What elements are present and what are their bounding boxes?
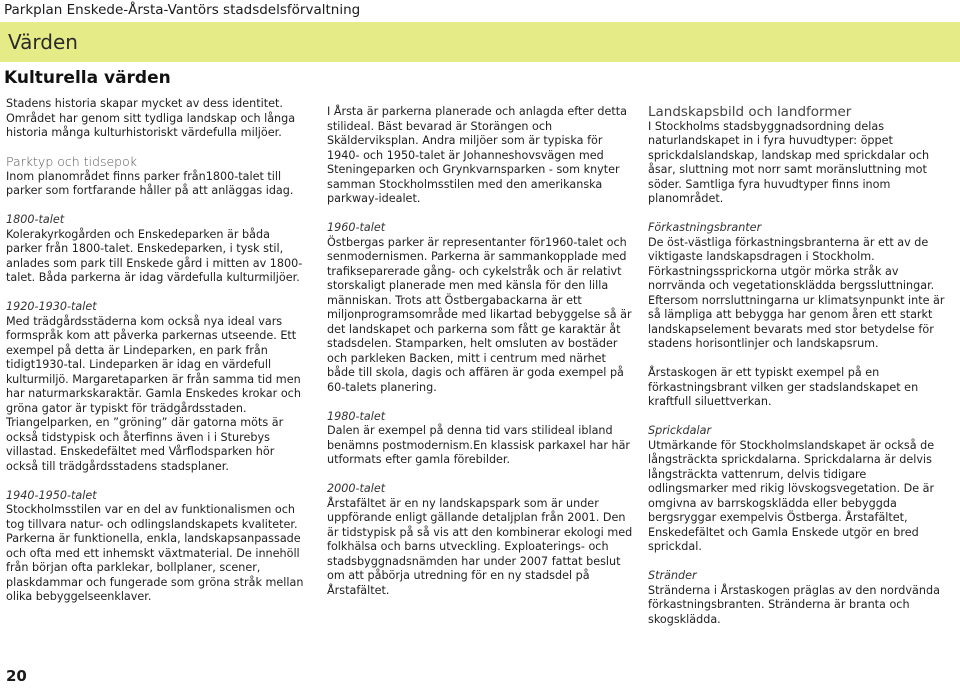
document-header-title: Parkplan Enskede-Årsta-Vantörs stadsdelsförvaltning (4, 2, 361, 18)
paragraph-2000: Årstafältet är en ny landskapspark som är under uppförande enligt gällande detaljplan från 2001. Den är tidstypisk på så vis att den kombinerar ekologi med folkhälsa och barns utveckling. Exploaterings- och stadsbyggnadsnämden har under 2007 fattat beslut om att påbörja utredning för en ny stadsdel på Årstafältet. (327, 496, 633, 597)
subheading-landskapsbild: Landskapsbild och landformer (648, 104, 852, 120)
subheading-1980: 1980-talet (327, 409, 386, 423)
column-right (648, 105, 948, 627)
column-left (6, 97, 306, 605)
column-middle (327, 105, 637, 598)
subheading-forkastningsbranter: Förkastningsbranter (648, 221, 762, 234)
paragraph-parktyp: Inom planområdet finns parker från1800-talet till parker som fortfarande håller på att anläggas idag. (6, 169, 294, 197)
page-heading: Kulturella värden (4, 68, 171, 88)
subheading-sprickdalar: Sprickdalar (648, 424, 712, 437)
paragraph-arstaskogen: Årstaskogen är ett typiskt exempel på en förkastningsbrant vilken ger stadslandskapet en kraftfull siluettverkan. (648, 366, 919, 408)
paragraph-1940: Stockholmsstilen var en del av funktionalismen och tog tillvara natur- och odlingslandskapets kvaliteter. Parkerna är funktionella, enkla, landskapsanpassade och ofta med ett inhemskt växtmaterial. De innehöll från början ofta parklekar, bollplaner, scener, plaskdammar och fungerade som gröna stråk mellan olika bebyggelseenklaver. (6, 503, 304, 603)
section-title: Värden (8, 30, 78, 54)
subheading-1920: 1920-1930-talet (6, 300, 97, 313)
paragraph-1980: Dalen är exempel på denna tid vars stilideal ibland benämns postmodernism.En klassisk parkaxel har här utformats efter gamla förebilder. (327, 424, 631, 466)
subheading-parktyp: Parktyp och tidsepok (6, 154, 137, 169)
subheading-1940: 1940-1950-talet (6, 488, 97, 502)
paragraph-1800: Kolerakyrkogården och Enskedeparken är båda parker från 1800-talet. Enskedeparken, i tysk stil, anlades som park till Enskede gård i mitten av 1800-talet. Båda parkerna är idag värdefulla kulturmiljöer. (6, 227, 303, 284)
page-number: 20 (6, 667, 27, 685)
subheading-1800: 1800-talet (6, 213, 65, 226)
intro-paragraph: Stadens historia skapar mycket av dess identitet. Området har genom sitt tydliga landskap och långa historia många kulturhistoriskt värdefulla miljöer. (6, 97, 296, 139)
paragraph-1920: Med trädgårdsstäderna kom också nya ideal vars formspråk kom att påverka parkernas utseende. Ett exempel på detta är Lindeparken, en park från tidigt1930-tal. Lindeparken är idag en värdefull kulturmiljö. Margaretaparken är från samma tid men har naturmarkskaraktär. Gamla Enskedes krokar och gröna gator är typiskt för trädgårdsstaden. Triangelparken, en ”gröning” där gatorna möts är också tidstypisk och återfinns även i i Sturebys villastad. Enskedefältet med Vårflodsparken hör också till trädgårdsstadens stadsplaner. (6, 314, 301, 473)
paragraph-landskapsbild: I Stockholms stadsbyggnadsordning delas naturlandskapet in i fyra huvudtyper: öppet sprickdalslandskap, landskap med sprickdalar och åsar, sluttning mot norr samt moränsluttning mot söder. Samtliga fyra huvudtyper finns inom planområdet. (648, 119, 930, 205)
paragraph-forkastningsbranter: De öst-västliga förkastningsbranterna är ett av de viktigaste landskapsdragen i Stockholm. Förkastningssprickorna utgör mörka stråk av norrvända och vegetationsklädda bergssluttningar. Eftersom norrsluttningarna ur klimatsynpunkt inte är så lämpliga att bebygga har genom åren ett starkt landskapselement bevarats med stor betydelse för stadens horisontlinjer och landskapsrum. (648, 235, 945, 350)
section-header-band (0, 22, 960, 62)
intro-paragraph-arsta: I Årsta är parkerna planerade och anlagda efter detta stilideal. Bäst bevarad är Storängen och Skälderviksplan. Andra miljöer som är typiska för 1940- och 1950-talet är Johanneshovsvägen med Steningeparken och Grynkvarnsparken - som knyter samman Stockholmsstilen med den amerikanska parkway-idealet. (327, 105, 628, 205)
subheading-2000: 2000-talet (327, 482, 386, 495)
subheading-1960: 1960-talet (327, 221, 386, 234)
subheading-strander: Stränder (648, 569, 697, 582)
paragraph-sprickdalar: Utmärkande för Stockholmslandskapet är också de långsträckta sprickdalarna. Sprickdalarna är delvis långsträckta vattenrum, delvis tidigare odlingsmarker med rikig lövskogsvegetation. De är omgivna av barrskogsklädda eller bebyggda bergsryggar exempelvis Östberga. Årstafältet, Enskedefältet och Gamla Enskede utgör en bred sprickdal. (648, 438, 935, 553)
paragraph-strander: Stränderna i Årstaskogen präglas av den nordvända förkastningsbranten. Stränderna är branta och skogsklädda. (648, 583, 940, 626)
paragraph-1960: Östbergas parker är representanter för1960-talet och senmodernismen. Parkerna är sammankopplade med trafikseparerade gång- och cykelstråk och är relativt storskaligt planerade men med känsla för den lilla människan. Trots att Östbergabackarna är ett miljonprogramsområde med likartad bebyggelse så är det landskapet och parkerna som fått ge karaktär åt stadsdelen. Stamparken, helt omsluten av bostäder och parkleken Backen, mitt i centrum med närhet både till skola, dagis och affären är goda exempel på 60-talets planering. (327, 235, 632, 394)
